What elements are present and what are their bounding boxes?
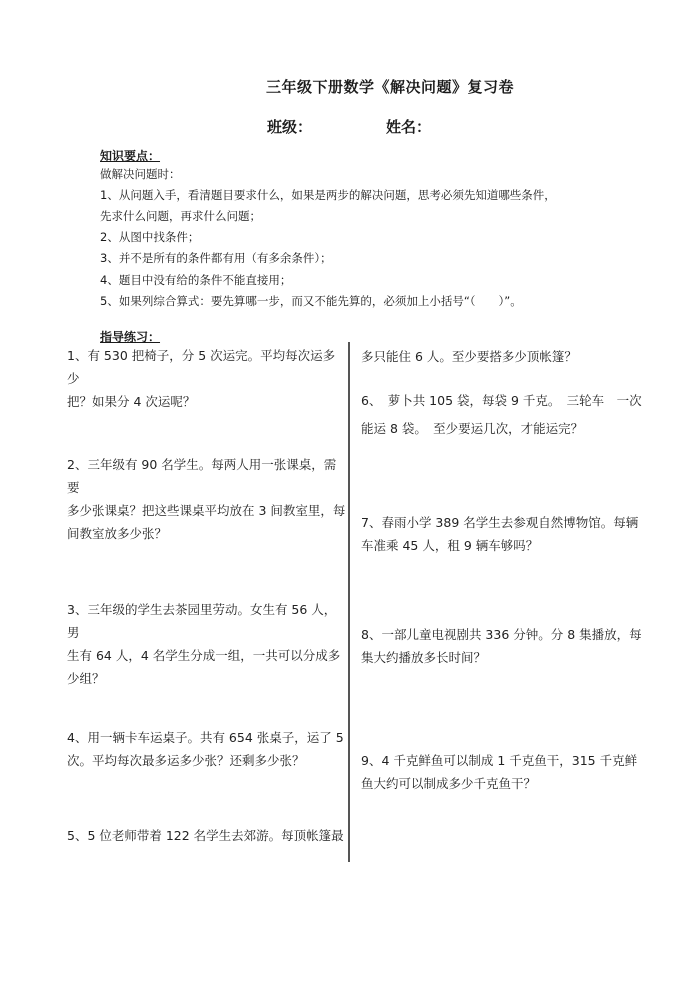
question-7 xyxy=(361,511,661,557)
question-line: 能运 8 袋。 至少要运几次，才能运完？ xyxy=(361,421,584,436)
question-line: 5、5 位老师带着 122 名学生去郊游。每顶帐篷最 xyxy=(67,828,344,843)
question-line: 6、 萝卜共 105 袋，每袋 9 千克。 三轮车 一次 xyxy=(361,393,642,408)
question-1 xyxy=(67,344,347,413)
knowledge-line: 5、如果列综合算式：要先算哪一步，而又不能先算的，必须加上小括号“（ ）”。 xyxy=(100,294,522,308)
column-divider xyxy=(348,342,350,862)
question-9 xyxy=(361,749,661,795)
question-line: 生有 64 人，4 名学生分成一组，一共可以分成多 xyxy=(67,648,341,663)
question-line: 鱼大约可以制成多少千克鱼干？ xyxy=(361,776,537,791)
question-line: 7、春雨小学 389 名学生去参观自然博物馆。每辆 xyxy=(361,515,639,530)
question-line: 多只能住 6 人。至少要搭多少顶帐篷？ xyxy=(361,349,577,364)
question-line: 9、4 千克鲜鱼可以制成 1 千克鱼干，315 千克鲜 xyxy=(361,753,638,768)
knowledge-heading: 知识要点： xyxy=(100,149,161,163)
question-line: 4、用一辆卡车运桌子。共有 654 张桌子，运了 5 xyxy=(67,730,344,745)
knowledge-line: 1、从问题入手，看清题目要求什么，如果是两步的解决问题，思考必须先知道哪些条件， xyxy=(100,188,556,202)
question-line: 1、有 530 把椅子，分 5 次运完。平均每次运多少 xyxy=(67,348,336,386)
question-line: 多少张课桌？把这些课桌平均放在 3 间教室里，每 xyxy=(67,503,346,518)
question-line: 2、三年级有 90 名学生。每两人用一张课桌，需要 xyxy=(67,457,337,495)
question-line: 车准乘 45 人，租 9 辆车够吗？ xyxy=(361,538,539,553)
question-line: 次。平均每次最多运多少张？还剩多少张？ xyxy=(67,753,305,768)
question-line: 把？如果分 4 次运呢？ xyxy=(67,394,196,409)
knowledge-line: 4、题目中没有给的条件不能直接用； xyxy=(100,273,292,287)
question-3 xyxy=(67,598,347,690)
question-2 xyxy=(67,453,347,545)
question-5-continued xyxy=(361,345,661,368)
question-4 xyxy=(67,726,347,772)
class-label: 班级： xyxy=(267,118,313,136)
practice-heading: 指导练习： xyxy=(100,330,161,344)
knowledge-line: 3、并不是所有的条件都有用（有多余条件）； xyxy=(100,251,332,265)
question-6 xyxy=(361,389,661,440)
knowledge-line: 2、从图中找条件； xyxy=(100,230,200,244)
question-line: 3、三年级的学生去茶园里劳动。女生有 56 人，男 xyxy=(67,602,337,640)
knowledge-line: 做解决问题时： xyxy=(100,167,181,181)
name-label: 姓名： xyxy=(386,118,432,136)
page-title: 三年级下册数学《解决问题》复习卷 xyxy=(265,78,514,96)
question-line: 少组？ xyxy=(67,671,105,686)
question-line: 间教室放多少张？ xyxy=(67,526,168,541)
question-5 xyxy=(67,824,347,847)
question-8 xyxy=(361,623,661,669)
question-line: 8、一部儿童电视剧共 336 分钟。分 8 集播放，每 xyxy=(361,627,642,642)
knowledge-line: 先求什么问题，再求什么问题； xyxy=(100,209,261,223)
question-line: 集大约播放多长时间？ xyxy=(361,650,487,665)
